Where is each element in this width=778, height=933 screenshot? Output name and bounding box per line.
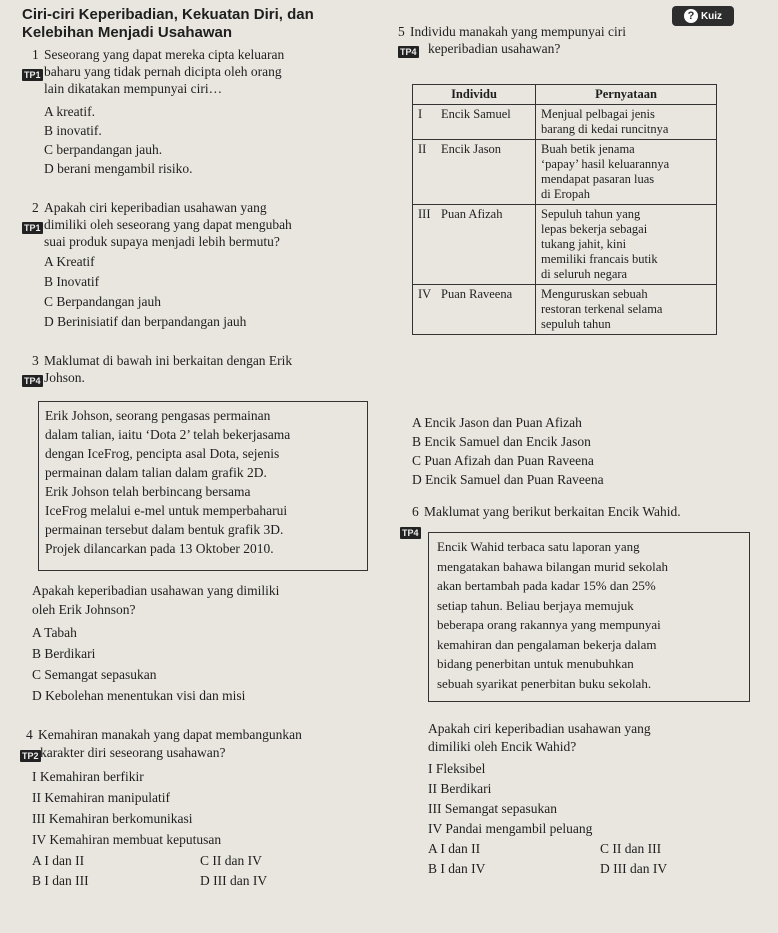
q1-text-line2: baharu yang tidak pernah dicipta oleh orang <box>44 64 282 79</box>
q6-box-line: setiap tahun. Beliau berjaya memujuk <box>437 597 634 613</box>
q2-option-b[interactable]: B Inovatif <box>44 274 100 289</box>
q3-box-line: permainan tersebut dalam bentuk grafik 3D. <box>45 522 284 537</box>
statement-line: Menguruskan sebuah <box>541 287 648 301</box>
q3-box-line: Erik Johson, seorang pengasas permainan <box>45 408 271 423</box>
q6-question-line1: Apakah ciri keperibadian usahawan yang <box>428 721 651 736</box>
q3-option-a[interactable]: A Tabah <box>32 625 77 640</box>
q2-text-line1: Apakah ciri keperibadian usahawan yang <box>44 200 267 215</box>
statement-line: Sepuluh tahun yang <box>541 207 641 221</box>
q1-option-b[interactable]: B inovatif. <box>44 123 102 138</box>
table-header-pernyataan: Pernyataan <box>536 85 717 105</box>
q4-item-i: I Kemahiran berfikir <box>32 769 144 784</box>
row-num: I <box>413 105 437 140</box>
q4-text-line2: karakter diri seseorang usahawan? <box>40 745 226 760</box>
statement-line: mendapat pasaran luas <box>541 172 655 186</box>
q6-box-line: mengatakan bahawa bilangan murid sekolah <box>437 558 669 574</box>
row-name: Encik Jason <box>436 140 536 205</box>
q6-info-box <box>428 532 750 702</box>
q1-text-line3: lain dikatakan mempunyai ciri… <box>44 81 223 96</box>
q3-box-line: dengan IceFrog, pencipta asal Dota, sejenis <box>45 446 280 461</box>
statement-line: ‘papay’ hasil keluarannya <box>541 157 670 171</box>
q6-question-line2: dimiliki oleh Encik Wahid? <box>428 739 577 754</box>
q6-option-a[interactable]: A I dan II <box>428 841 481 856</box>
q4-item-iii: III Kemahiran berkomunikasi <box>32 811 193 826</box>
q5-table-wrapper <box>412 84 717 335</box>
kuiz-badge <box>672 6 734 26</box>
q6-option-d[interactable]: D III dan IV <box>600 861 668 876</box>
q3-box-line: IceFrog melalui e-mel untuk memperbaharui <box>45 503 288 518</box>
row-statement <box>536 105 717 140</box>
q5-option-d[interactable]: D Encik Samuel dan Puan Raveena <box>412 472 604 487</box>
row-name: Encik Samuel <box>436 105 536 140</box>
q5-number: 5 <box>398 24 405 39</box>
table-header-individu: Individu <box>413 85 536 105</box>
q5-option-a[interactable]: A Encik Jason dan Puan Afizah <box>412 415 582 430</box>
q3-question-line2: oleh Erik Johnson? <box>32 602 136 617</box>
q3-box-line: dalam talian, iaitu ‘Dota 2’ telah bekerjasama <box>45 427 291 442</box>
q1-option-c[interactable]: C berpandangan jauh. <box>44 142 163 157</box>
row-name: Puan Afizah <box>436 205 536 285</box>
q3-option-d[interactable]: D Kebolehan menentukan visi dan misi <box>32 688 246 703</box>
q5-text-line1: Individu manakah yang mempunyai ciri <box>410 24 626 39</box>
question-mark-icon: ? <box>684 9 698 23</box>
q3-box-line: Erik Johson telah berbincang bersama <box>45 484 251 499</box>
q6-item-ii: II Berdikari <box>428 781 492 796</box>
q6-box-line: bidang penerbitan untuk menubuhkan <box>437 656 634 671</box>
q6-item-iii: III Semangat sepasukan <box>428 801 557 816</box>
q6-box-line: sebuah syarikat penerbitan buku sekolah. <box>437 675 652 691</box>
statement-line: restoran terkenal selama <box>541 302 663 316</box>
q5-option-c[interactable]: C Puan Afizah dan Puan Raveena <box>412 453 594 468</box>
q4-text-line1: Kemahiran manakah yang dapat membangunkan <box>38 727 302 742</box>
row-name: Puan Raveena <box>436 285 536 335</box>
q5-text-line2: keperibadian usahawan? <box>428 41 561 56</box>
q2-number: 2 <box>32 200 39 215</box>
q3-info-box <box>38 401 368 571</box>
statement-line: tukang jahit, kini <box>541 237 627 251</box>
row-num: IV <box>413 285 437 335</box>
q3-box-line: Projek dilancarkan pada 13 Oktober 2010. <box>45 541 274 556</box>
q6-text-line1: Maklumat yang berikut berkaitan Encik Wahid. <box>424 504 681 519</box>
q2-option-a[interactable]: A Kreatif <box>44 254 95 269</box>
q4-option-a[interactable]: A I dan II <box>32 853 85 868</box>
q2-text-line2: dimiliki oleh seseorang yang dapat mengubah <box>44 217 292 232</box>
q1-tp-badge: TP1 <box>24 70 41 80</box>
statement-line: sepuluh tahun <box>541 317 611 331</box>
statement-line: memiliki francais butik <box>541 252 658 266</box>
q4-number: 4 <box>26 727 33 742</box>
q4-option-b[interactable]: B I dan III <box>32 873 89 888</box>
q6-option-c[interactable]: C II dan III <box>600 841 662 856</box>
q1-number: 1 <box>32 47 39 62</box>
q3-question-line1: Apakah keperibadian usahawan yang dimiliki <box>32 583 280 598</box>
q3-option-b[interactable]: B Berdikari <box>32 646 96 661</box>
statement-line: Buah betik jenama <box>541 142 635 156</box>
q4-option-c[interactable]: C II dan IV <box>200 853 262 868</box>
q6-box-line: beberapa orang rakannya yang mempunyai <box>437 617 661 632</box>
q2-option-d[interactable]: D Berinisiatif dan berpandangan jauh <box>44 314 247 329</box>
q6-box-line: kemahiran dan pengalaman bekerja dalam <box>437 636 657 652</box>
q2-text-line3: suai produk supaya menjadi lebih bermutu? <box>44 234 280 249</box>
section-title-line1: Ciri-ciri Keperibadian, Kekuatan Diri, dan <box>22 6 314 23</box>
q2-tp-badge: TP1 <box>24 223 41 233</box>
q6-box-line: akan bertambah pada kadar 15% dan 25% <box>437 578 656 593</box>
statement-line: Menjual pelbagai jenis <box>541 107 655 121</box>
statement-line: barang di kedai runcitnya <box>541 122 669 136</box>
q3-tp-badge: TP4 <box>24 376 41 386</box>
statement-line: lepas bekerja sebagai <box>541 222 648 236</box>
kuiz-label: Kuiz <box>700 10 723 22</box>
statement-line: di seluruh negara <box>541 267 628 281</box>
q4-option-d[interactable]: D III dan IV <box>200 873 268 888</box>
q3-text-line2: Johson. <box>44 370 85 385</box>
q4-item-ii: II Kemahiran manipulatif <box>32 790 170 805</box>
table-row <box>413 140 717 205</box>
statement-line: di Eropah <box>541 187 590 201</box>
q6-option-b[interactable]: B I dan IV <box>428 861 486 876</box>
q3-box-line: permainan dalam talian dalam grafik 2D. <box>45 465 267 480</box>
q6-tp-badge: TP4 <box>402 528 419 538</box>
q6-item-i: I Fleksibel <box>428 761 486 776</box>
q3-text-line1: Maklumat di bawah ini berkaitan dengan Erik <box>44 353 293 368</box>
q3-number: 3 <box>32 353 39 368</box>
q5-individu-table <box>412 84 717 335</box>
q1-option-d[interactable]: D berani mengambil risiko. <box>44 161 193 176</box>
row-num: III <box>413 205 437 285</box>
row-num: II <box>413 140 437 205</box>
row-statement <box>536 285 717 335</box>
q1-option-a[interactable]: A kreatif. <box>44 104 95 119</box>
table-row <box>413 285 717 335</box>
q4-item-iv: IV Kemahiran membuat keputusan <box>32 832 222 847</box>
section-title-line2: Kelebihan Menjadi Usahawan <box>22 24 233 41</box>
q6-box-line: Encik Wahid terbaca satu laporan yang <box>437 539 640 554</box>
row-statement <box>536 205 717 285</box>
q4-tp-badge: TP2 <box>22 751 39 761</box>
q3-option-c[interactable]: C Semangat sepasukan <box>32 667 157 682</box>
q2-option-c[interactable]: C Berpandangan jauh <box>44 294 161 309</box>
q6-number: 6 <box>412 504 419 519</box>
q1-text-line1: Seseorang yang dapat mereka cipta keluaran <box>44 47 285 62</box>
q5-option-b[interactable]: B Encik Samuel dan Encik Jason <box>412 434 591 449</box>
table-row <box>413 205 717 285</box>
q6-item-iv: IV Pandai mengambil peluang <box>428 821 593 836</box>
table-row <box>413 105 717 140</box>
q5-tp-badge: TP4 <box>400 47 417 57</box>
row-statement <box>536 140 717 205</box>
